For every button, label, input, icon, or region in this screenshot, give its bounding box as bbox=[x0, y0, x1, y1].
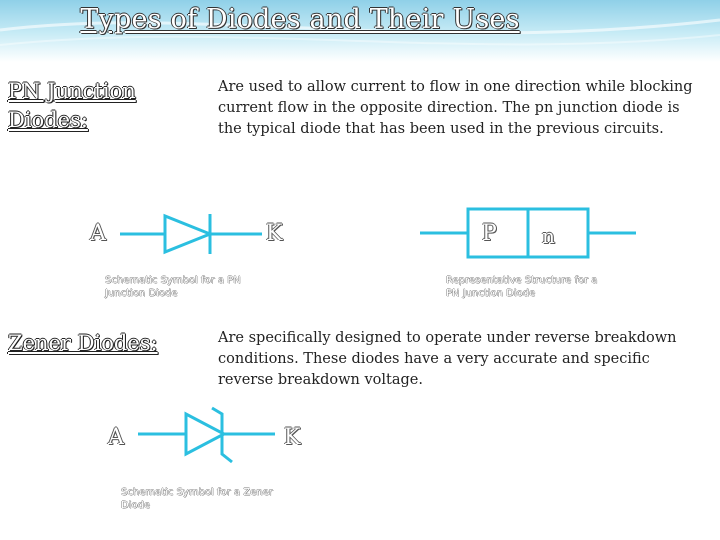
zener-heading: Zener Diodes: bbox=[8, 331, 158, 355]
pn-diode-symbol bbox=[120, 214, 262, 254]
block-p-label: P bbox=[482, 221, 497, 246]
pn-description: Are used to allow current to flow in one direction while blocking current flow in the opposite direction. The pn junction diode is the typical diode that has been used in the previous circuits. bbox=[218, 79, 693, 137]
pn-block-caption bbox=[446, 274, 626, 300]
pn-symbol-caption-line2: Junction Diode bbox=[105, 288, 178, 299]
pn-block-caption-line2: PN Junction Diode bbox=[446, 288, 536, 299]
pn-heading-line1: PN Junction bbox=[8, 79, 136, 103]
zener-description: Are specifically designed to operate under reverse breakdown conditions. These diodes have a very accurate and specific reverse breakdown voltage. bbox=[218, 330, 677, 388]
pn-junction-block bbox=[420, 209, 636, 257]
pn-symbol-anode-label: A bbox=[90, 221, 106, 246]
zener-diode-symbol bbox=[138, 408, 275, 462]
pn-heading-line2: Diodes: bbox=[8, 108, 88, 132]
pn-symbol-cathode-label: K bbox=[266, 221, 283, 246]
slide-title: Types of Diodes and Their Uses bbox=[80, 4, 520, 35]
pn-symbol-caption bbox=[105, 274, 275, 300]
zener-symbol-anode-label: A bbox=[108, 425, 124, 450]
zener-symbol-caption-line2: Diode bbox=[121, 500, 151, 511]
pn-symbol-caption-line1: Schematic Symbol for a PN bbox=[105, 275, 241, 286]
zener-symbol-caption bbox=[121, 486, 291, 512]
zener-symbol-cathode-label: K bbox=[284, 425, 301, 450]
block-n-label: n bbox=[542, 224, 555, 248]
zener-symbol-caption-line1: Schematic Symbol for a Zener bbox=[121, 487, 273, 498]
pn-block-caption-line1: Representative Structure for a bbox=[446, 275, 598, 286]
